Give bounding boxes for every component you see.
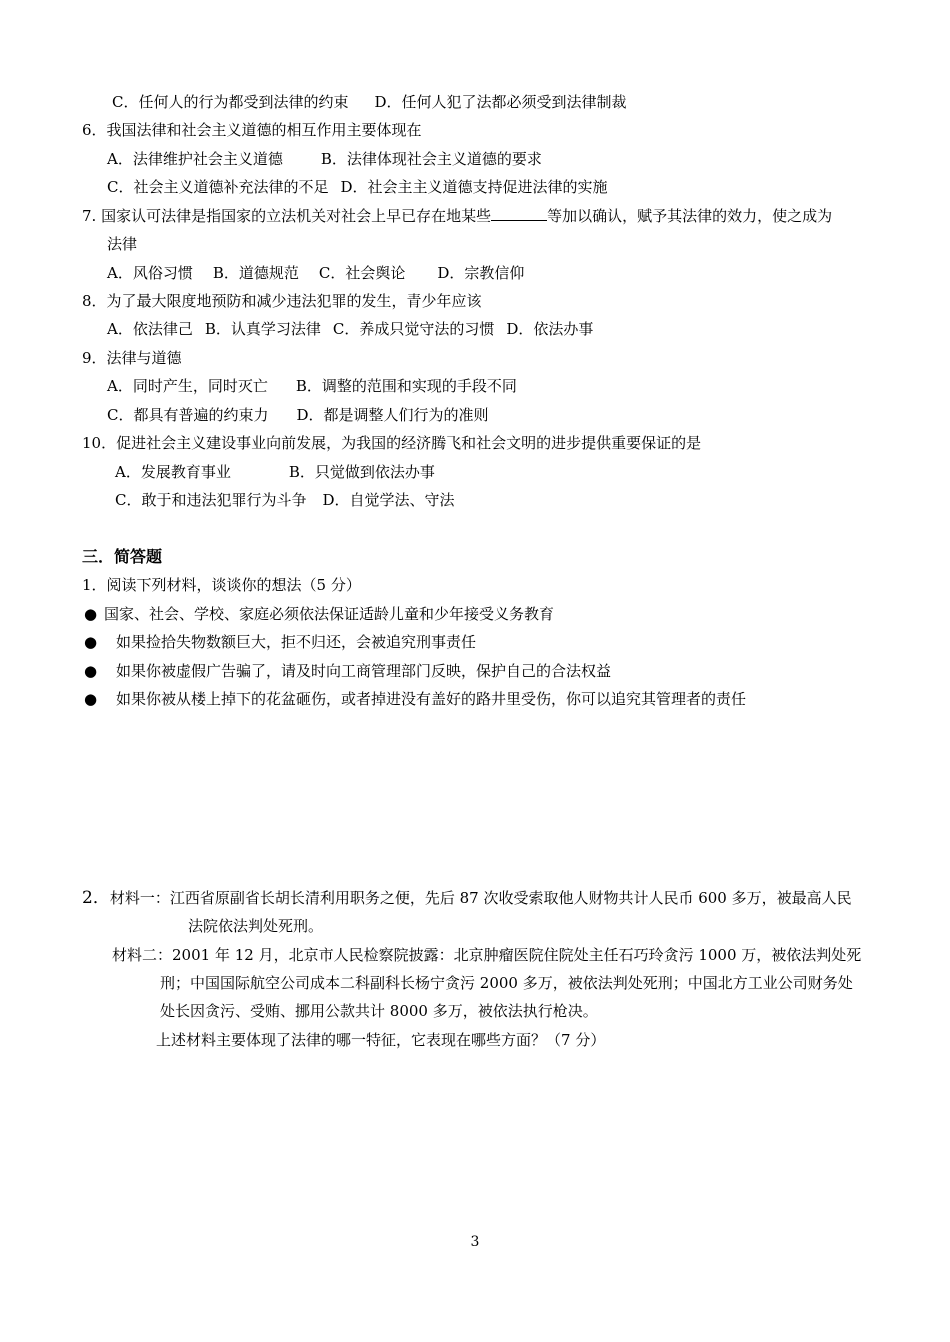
- q5-options-cd: [112, 92, 627, 112]
- q7-stem-post: 等加以确认，赋予其法律的效力，使之成为: [547, 207, 833, 225]
- q7-option-c: C．社会舆论: [318, 264, 406, 282]
- q10-option-d: D．自觉学法、守法: [322, 491, 455, 509]
- s3-bullet-item: [84, 661, 611, 681]
- q8-option-a: A．依法律己: [107, 320, 193, 338]
- s3-q2-m2-line3: 处长因贪污、受贿、挪用公款共计 8000 多万，被依法执行枪决。: [160, 1002, 598, 1020]
- q8-option-d: D．依法办事: [506, 320, 594, 338]
- q5-option-d: D．任何人犯了法都必须受到法律制裁: [374, 93, 627, 111]
- q9-option-c: C．都具有普遍的约束力: [107, 406, 269, 424]
- q5-option-c: C．任何人的行为都受到法律的约束: [112, 93, 349, 111]
- q9-stem: 9．法律与道德: [82, 349, 182, 367]
- q9-options-cd: [107, 405, 489, 425]
- s3-q2-m1-line2: 法院依法判处死刑。: [188, 917, 324, 935]
- q7-stem-pre: 7. 国家认可法律是指国家的立法机关对社会上早已存在地某些: [82, 207, 492, 225]
- s3-bullet-item: [84, 689, 746, 709]
- s3-bullet-text: 如果你被从楼上掉下的花盆砸伤，或者掉进没有盖好的路井里受伤，你可以追究其管理者的责任: [116, 690, 747, 708]
- page-number: 3: [470, 1234, 480, 1250]
- q6-option-d: D．社会主主义道德支持促进法律的实施: [340, 178, 608, 196]
- s3-bullet-text: 国家、社会、学校、家庭必须依法保证适龄儿童和少年接受义务教育: [104, 605, 555, 623]
- q10-option-a: A．发展教育事业: [115, 463, 231, 481]
- q7-option-d: D．宗教信仰: [437, 264, 525, 282]
- bullet-icon: ●: [84, 662, 98, 680]
- s3-q2-m2-line2: 刑；中国国际航空公司成本二科副科长杨宁贪污 2000 多万，被依法判处死刑；中国北方工业公司财务处: [160, 974, 853, 992]
- q8-option-c: C．养成只觉守法的习惯: [332, 320, 495, 338]
- q7-option-b: B．道德规范: [212, 264, 299, 282]
- q7-stem-line2: 法律: [107, 235, 138, 253]
- s3-q2-m1-line1: 材料一：江西省原副省长胡长清利用职务之便，先后 87 次收受索取他人财物共计人民币 600 多万，被最高人民: [109, 889, 852, 907]
- s3-bullet-text: 如果你被虚假广告骗了，请及时向工商管理部门反映，保护自己的合法权益: [116, 662, 612, 680]
- s3-q2-material-1: [82, 888, 852, 908]
- q9-option-b: B．调整的范围和实现的手段不同: [295, 377, 517, 395]
- q9-option-a: A．同时产生，同时灭亡: [107, 377, 268, 395]
- q8-options: [107, 319, 593, 339]
- s3-q1-stem: 1．阅读下列材料，谈谈你的想法（5 分）: [82, 576, 361, 594]
- s3-bullet-item: [84, 604, 554, 624]
- bullet-icon: ●: [84, 605, 98, 623]
- q8-option-b: B．认真学习法律: [204, 320, 321, 338]
- q6-option-a: A．法律维护社会主义道德: [107, 150, 283, 168]
- q10-option-c: C．敢于和违法犯罪行为斗争: [115, 491, 307, 509]
- q10-stem: 10．促进社会主义建设事业向前发展，为我国的经济腾飞和社会文明的进步提供重要保证的是: [82, 434, 702, 452]
- bullet-icon: ●: [84, 690, 98, 708]
- q7-option-a: A．风俗习惯: [107, 264, 193, 282]
- q10-option-b: B．只觉做到依法办事: [288, 463, 435, 481]
- q10-options-cd: [115, 490, 455, 510]
- bullet-icon: ●: [84, 633, 98, 651]
- q7-options: [107, 263, 524, 283]
- q8-stem: 8．为了最大限度地预防和减少违法犯罪的发生，青少年应该: [82, 292, 482, 310]
- s3-bullet-text: 如果捡拾失物数额巨大，拒不归还，会被追究刑事责任: [116, 633, 477, 651]
- q6-options-ab: [107, 149, 542, 169]
- q6-options-cd: [107, 177, 608, 197]
- q7-stem: [82, 206, 832, 226]
- q6-stem: 6．我国法律和社会主义道德的相互作用主要体现在: [82, 121, 422, 139]
- q7-blank: [491, 206, 547, 221]
- q6-option-c: C．社会主义道德补充法律的不足: [107, 178, 329, 196]
- q10-options-ab: [115, 462, 435, 482]
- s3-q2-question: 上述材料主要体现了法律的哪一特征，它表现在哪些方面？（7 分）: [156, 1031, 606, 1049]
- section-3-title: 三．简答题: [82, 547, 163, 566]
- s3-q2-m2-line1: 材料二：2001 年 12 月，北京市人民检察院披露：北京肿瘤医院住院处主任石巧玲贪污 1000 万，被依法判处死: [112, 946, 862, 964]
- q9-options-ab: [107, 376, 517, 396]
- q6-option-b: B．法律体现社会主义道德的要求: [320, 150, 542, 168]
- s3-bullet-item: [84, 632, 476, 652]
- q9-option-d: D．都是调整人们行为的准则: [296, 406, 489, 424]
- s3-q2-number: 2．: [82, 888, 110, 908]
